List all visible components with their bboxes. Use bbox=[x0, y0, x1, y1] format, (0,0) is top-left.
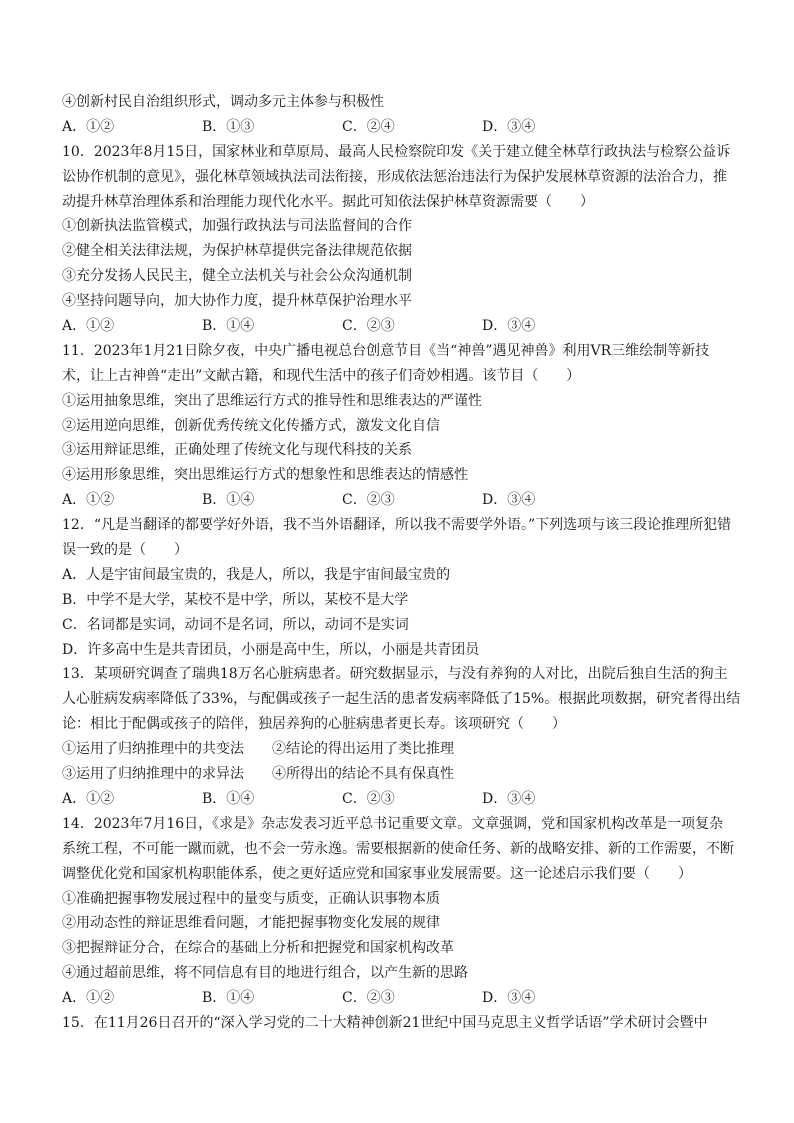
question-14-stem-2: 系统工程，不可能一蹴而就，也不会一劳永逸。需要根据新的使命任务、新的战略安排、新的工作需要，不断 bbox=[62, 840, 734, 857]
choice-c: C．②④ bbox=[342, 118, 395, 135]
option-statement: ④创新村民自治组织形式，调动多元主体参与积极性 bbox=[62, 94, 384, 110]
question-11-stem-1: 11．2023年1月21日除夕夜，中央广播电视总台创意节目《当“神兽”遇见神兽》利用VR三维绘制等新技 bbox=[62, 342, 710, 359]
answer-choices-q11 bbox=[62, 488, 742, 513]
option-statement: ④通过超前思维，将不同信息有目的地进行组合，以产生新的思路 bbox=[62, 965, 468, 982]
choice-a: A．①② bbox=[62, 118, 115, 135]
choice-c: C．②③ bbox=[342, 790, 395, 807]
choice-d: D．③④ bbox=[482, 492, 536, 509]
question-10-stem-2: 讼协作机制的意见》，强化林草领域执法司法衔接，形成依法惩治违法行为保护发展林草资源的法治合力，推 bbox=[62, 168, 727, 185]
choice-b: B．中学不是大学，某校不是中学，所以，某校不是大学 bbox=[62, 591, 409, 608]
choice-a: A．①② bbox=[62, 318, 115, 335]
option-statement: ④所得出的结论不具有保真性 bbox=[272, 766, 454, 783]
option-statement: ②运用逆向思维，创新优秀传统文化传播方式，激发文化自信 bbox=[62, 417, 440, 434]
answer-choices-q14 bbox=[62, 986, 742, 1011]
choice-b: B．①③ bbox=[202, 118, 255, 135]
choice-b: B．①④ bbox=[202, 990, 255, 1007]
choice-a: A．①② bbox=[62, 990, 115, 1007]
option-statement: ②结论的得出运用了类比推理 bbox=[272, 741, 454, 758]
answer-choices-q9 bbox=[62, 115, 742, 140]
option-statement: ③把握辩证分合，在综合的基础上分析和把握党和国家机构改革 bbox=[62, 940, 454, 957]
question-12-stem-2: 误一致的是（ ） bbox=[62, 542, 188, 559]
choice-d: D．③④ bbox=[482, 118, 536, 135]
option-statement: ①创新执法监管模式，加强行政执法与司法监督间的合作 bbox=[62, 218, 412, 235]
question-15-stem-1: 15．在11月26日召开的“深入学习党的二十大精神创新21世纪中国马克思主义哲学话语”学术研讨会暨中 bbox=[62, 1014, 708, 1031]
choice-d: D．许多高中生是共青团员，小丽是高中生，所以，小丽是共青团员 bbox=[62, 641, 480, 658]
choice-a: A．①② bbox=[62, 790, 115, 807]
choice-a: A．①② bbox=[62, 492, 115, 509]
choice-c: C．②③ bbox=[342, 990, 395, 1007]
choice-c: C．②③ bbox=[342, 492, 395, 509]
question-11-stem-2: 术，让上古神兽“走出”文献古籍，和现代生活中的孩子们奇妙相遇。该节目（ ） bbox=[62, 367, 581, 384]
option-statement: ①运用抽象思维，突出了思维运行方式的推导性和思维表达的严谨性 bbox=[62, 392, 482, 409]
option-statement: ④坚持问题导向，加大协作力度，提升林草保护治理水平 bbox=[62, 293, 412, 310]
question-10-stem-3: 动提升林草治理体系和治理能力现代化水平。据此可知依法保护林草资源需要（ ） bbox=[62, 193, 594, 210]
question-13-stem-1: 13．某项研究调查了瑞典18万名心脏病患者。研究数据显示，与没有养狗的人对比，出院后独自生活的狗主 bbox=[62, 666, 728, 683]
answer-choices-q10 bbox=[62, 314, 742, 339]
option-statement: ③运用辩证思维，正确处理了传统文化与现代科技的关系 bbox=[62, 442, 412, 459]
option-statement: ②健全相关法律法规，为保护林草提供完备法律规范依据 bbox=[62, 243, 412, 260]
exam-page bbox=[62, 90, 742, 1036]
choice-d: D．③④ bbox=[482, 318, 536, 335]
option-statement: ③运用了归纳推理中的求异法 bbox=[62, 766, 244, 783]
choice-d: D．③④ bbox=[482, 990, 536, 1007]
choice-c: C．②③ bbox=[342, 318, 395, 335]
option-statement: ②用动态性的辩证思维看问题，才能把握事物变化发展的规律 bbox=[62, 915, 440, 932]
question-13-stem-2: 人心脏病发病率降低了33%，与配偶或孩子一起生活的患者发病率降低了15%。根据此项数据，研究者得出结 bbox=[62, 691, 741, 708]
answer-choices-q13 bbox=[62, 787, 742, 812]
question-14-stem-1: 14．2023年7月16日，《求是》杂志发表习近平总书记重要文章。文章强调，党和国家机构改革是一项复杂 bbox=[62, 815, 724, 832]
option-statement: ④运用形象思维，突出思维运行方式的想象性和思维表达的情感性 bbox=[62, 467, 468, 484]
question-14-stem-3: 调整优化党和国家机构职能体系，使之更好适应党和国家事业发展需要。这一论述启示我们要（ ） bbox=[62, 865, 692, 882]
choice-b: B．①④ bbox=[202, 790, 255, 807]
choice-d: D．③④ bbox=[482, 790, 536, 807]
choice-c: C．名词都是实词，动词不是名词，所以，动词不是实词 bbox=[62, 616, 409, 633]
option-pair bbox=[62, 737, 742, 762]
option-statement: ③充分发扬人民民主，健全立法机关与社会公众沟通机制 bbox=[62, 268, 412, 285]
option-pair bbox=[62, 762, 742, 787]
question-12-stem-1: 12．“凡是当翻译的都要学好外语，我不当外语翻译，所以我不需要学外语。”下列选项与该三段论推理所犯错 bbox=[62, 517, 732, 534]
choice-b: B．①④ bbox=[202, 318, 255, 335]
option-statement: ①准确把握事物发展过程中的量变与质变，正确认识事物本质 bbox=[62, 890, 440, 907]
choice-b: B．①④ bbox=[202, 492, 255, 509]
question-10-stem-1: 10．2023年8月15日，国家林业和草原局、最高人民检察院印发《关于建立健全林草行政执法与检察公益诉 bbox=[62, 143, 731, 160]
question-13-stem-3: 论：相比于配偶或孩子的陪伴，独居养狗的心脏病患者更长寿。该项研究（ ） bbox=[62, 716, 566, 733]
option-statement: ①运用了归纳推理中的共变法 bbox=[62, 741, 244, 758]
choice-a: A．人是宇宙间最宝贵的，我是人，所以，我是宇宙间最宝贵的 bbox=[62, 566, 451, 583]
